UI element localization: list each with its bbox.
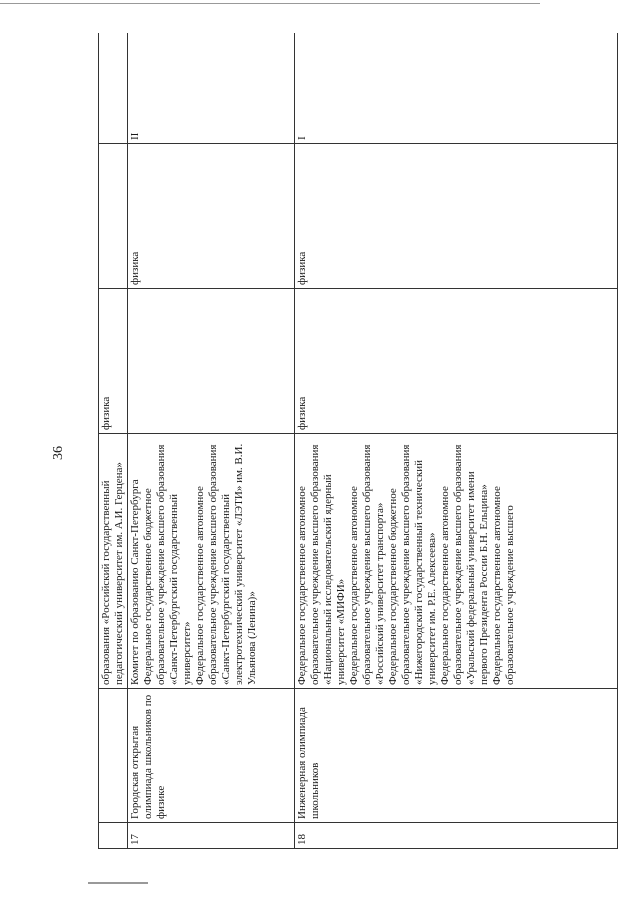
cell-level: I <box>295 33 618 144</box>
cell-organizers <box>128 434 295 689</box>
top-rule <box>0 3 540 4</box>
organizer-line: Федеральное государственное бюджетное образовательное учреждение высшего образования «Санкт-Петербургский государственный университет» <box>142 444 193 685</box>
cell-num: 18 <box>295 823 618 849</box>
page-number: 36 <box>51 446 66 460</box>
cell-subject-1: физика <box>295 289 618 434</box>
cell-subject-2 <box>99 144 128 289</box>
cell-name: Городская открытая олимпиада школьников по физике <box>128 689 295 823</box>
organizer-line: Федеральное государственное автономное образовательное учреждение высшего образования «Национальный исследовательский ядерный университет «МИФИ» <box>296 444 347 685</box>
cell-name <box>99 689 128 823</box>
rotated-table <box>98 33 618 849</box>
organizer-line: Федеральное государственное автономное образовательное учреждение высшего образования «Российский университет транспорта» <box>348 444 386 685</box>
cell-organizers <box>295 434 618 689</box>
table-row-continued <box>99 33 128 849</box>
cell-organizers: образования «Российский государственный педагогический университет им. А.И. Герцена» <box>99 434 128 689</box>
cell-subject-1: физика <box>99 289 128 434</box>
organizer-line: Федеральное государственное бюджетное образовательное учреждение высшего образования «Нижегородский государственный технический университет им. Р.Е. Алексеева» <box>387 444 438 685</box>
organizer-line: Федеральное государственное автономное образовательное учреждение высшего образования «Уральский федеральный университет имени первого Президента России Б.Н. Ельцина» <box>439 444 490 685</box>
cell-subject-1 <box>128 289 295 434</box>
cell-subject-2: физика <box>295 144 618 289</box>
table-row <box>295 33 618 849</box>
olympiad-table-container <box>98 33 618 849</box>
organizer-line: Комитет по образованию Санкт-Петербурга <box>129 479 141 685</box>
table-row <box>128 33 295 849</box>
cell-subject-2: физика <box>128 144 295 289</box>
cell-level: II <box>128 33 295 144</box>
cell-name: Инженерная олимпиада школьников <box>295 689 618 823</box>
organizer-line: Федеральное государственное автономное образовательное учреждение высшего образования «Санкт-Петербургский государственный электротехнический университет «ЛЭТИ» им. В.И. Ульянова (Ленина)» <box>194 443 258 685</box>
cell-num: 17 <box>128 823 295 849</box>
organizer-line: Федеральное государственное автономное образовательное учреждение высшего <box>491 486 516 685</box>
cell-level <box>99 33 128 144</box>
bottom-mark <box>88 882 148 884</box>
olympiad-table <box>98 33 618 849</box>
cell-num <box>99 823 128 849</box>
